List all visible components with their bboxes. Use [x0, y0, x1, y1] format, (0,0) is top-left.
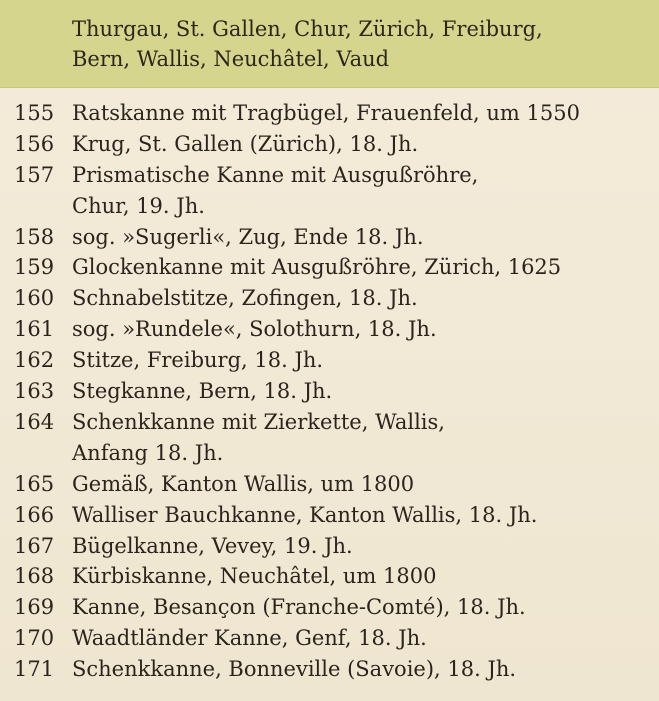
entry-number: 166	[14, 502, 55, 527]
entry-number: 167	[14, 533, 55, 558]
catalog-list	[0, 98, 659, 685]
entry-text: Stitze, Freiburg, 18. Jh.	[72, 348, 324, 373]
list-item	[0, 160, 659, 222]
entry-text: Krug, St. Gallen (Zürich), 18. Jh.	[72, 131, 419, 156]
entry-number: 157	[14, 162, 55, 187]
entry-number: 161	[14, 317, 55, 342]
list-item	[0, 222, 659, 253]
region-heading-line-2: Bern, Wallis, Neuchâtel, Vaud	[72, 47, 390, 71]
entry-text: Schenkkanne, Bonneville (Savoie), 18. Jh.	[72, 657, 517, 682]
entry-text: Stegkanne, Bern, 18. Jh.	[72, 379, 333, 404]
region-heading-line-1: Thurgau, St. Gallen, Chur, Zürich, Freiburg,	[72, 17, 543, 41]
list-item	[0, 129, 659, 160]
entry-number: 158	[14, 224, 55, 249]
list-item	[0, 561, 659, 592]
list-item	[0, 314, 659, 345]
entry-text: Waadtländer Kanne, Genf, 18. Jh.	[72, 626, 427, 651]
entry-number: 169	[14, 595, 55, 620]
list-item	[0, 98, 659, 129]
entry-text: Glockenkanne mit Ausgußröhre, Zürich, 1625	[72, 255, 562, 280]
entry-number: 171	[14, 657, 55, 682]
entry-text: sog. »Rundele«, Solothurn, 18. Jh.	[72, 317, 437, 342]
list-item	[0, 252, 659, 283]
list-item	[0, 345, 659, 376]
entry-number: 162	[14, 348, 55, 373]
entry-text: Ratskanne mit Tragbügel, Frauenfeld, um 1550	[72, 101, 580, 125]
list-item	[0, 623, 659, 654]
list-item	[0, 592, 659, 623]
entry-number: 170	[14, 626, 55, 651]
entry-number: 156	[14, 131, 55, 156]
entry-number: 164	[14, 409, 55, 434]
entry-text: Prismatische Kanne mit Ausgußröhre, Chur, 19. Jh.	[72, 162, 479, 218]
entry-text: Gemäß, Kanton Wallis, um 1800	[72, 471, 415, 496]
list-item	[0, 469, 659, 500]
header-band	[0, 0, 659, 88]
entry-text: Kürbiskanne, Neuchâtel, um 1800	[72, 564, 437, 589]
entry-number: 159	[14, 255, 55, 280]
entry-text: Kanne, Besançon (Franche-Comté), 18. Jh.	[72, 595, 526, 620]
entry-number: 155	[14, 101, 55, 125]
entry-text: sog. »Sugerli«, Zug, Ende 18. Jh.	[72, 224, 424, 249]
entry-text: Walliser Bauchkanne, Kanton Wallis, 18. Jh.	[72, 502, 538, 527]
entry-number: 168	[14, 564, 55, 589]
list-item	[0, 283, 659, 314]
entry-text: Schnabelstitze, Zofingen, 18. Jh.	[72, 286, 418, 311]
entry-number: 163	[14, 379, 55, 404]
entry-number: 160	[14, 286, 55, 311]
entry-text: Schenkkanne mit Zierkette, Wallis, Anfang 18. Jh.	[72, 409, 445, 465]
list-item	[0, 654, 659, 685]
list-item	[0, 376, 659, 407]
entry-number: 165	[14, 471, 55, 496]
list-item	[0, 407, 659, 469]
list-item	[0, 500, 659, 531]
entry-text: Bügelkanne, Vevey, 19. Jh.	[72, 533, 353, 558]
list-item	[0, 531, 659, 562]
region-heading	[72, 14, 652, 74]
